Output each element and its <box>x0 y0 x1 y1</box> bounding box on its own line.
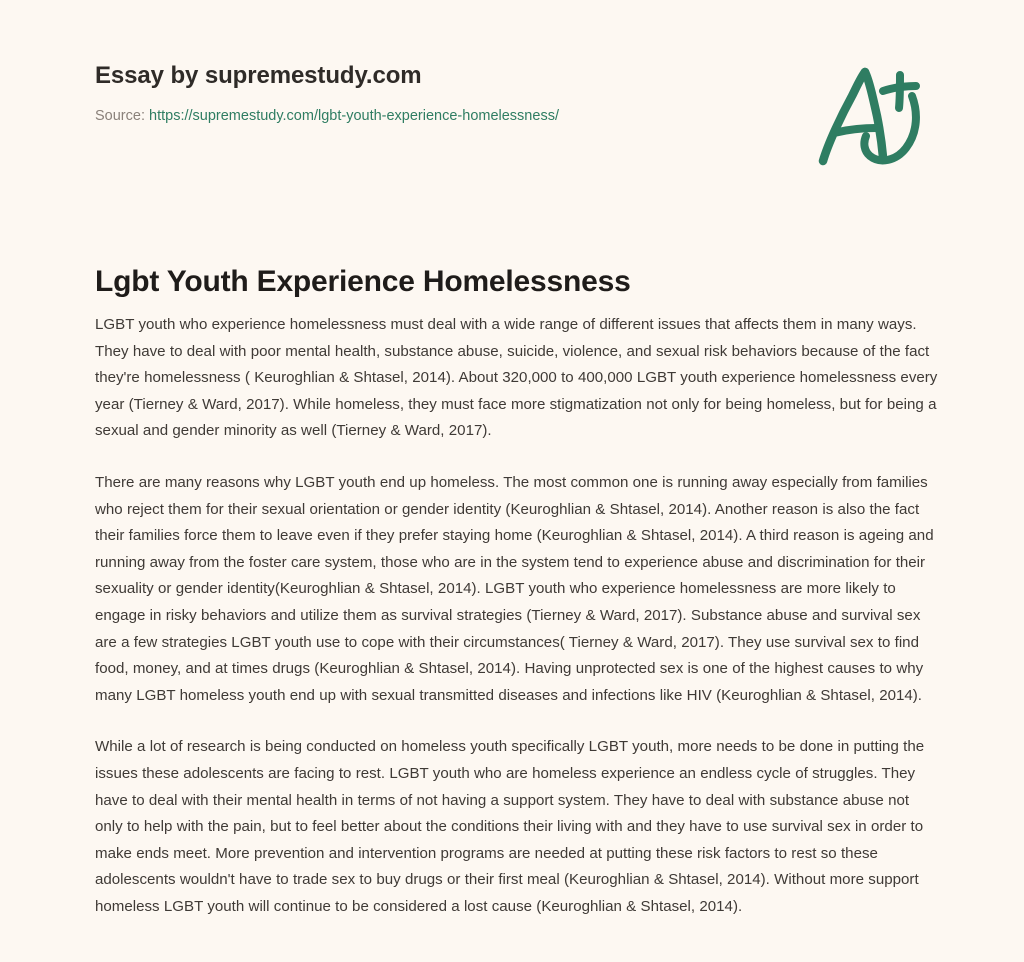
source-line <box>95 107 815 126</box>
article-body <box>95 312 941 920</box>
paragraph: There are many reasons why LGBT youth end up homeless. The most common one is running away especially from families who reject them for their sexual orientation or gender identity (Keuroghlian & Shtasel, 2014). Another reason is also the fact their families force them to leave even if they prefer staying home (Keuroghlian & Shtasel, 2014). A third reason is ageing and running away from the foster care system, those who are in the system tend to experience abuse and discrimination for their sexuality or gender identity(Keuroghlian & Shtasel, 2014). LGBT youth who experience homelessness are more likely to engage in risky behaviors and utilize them as survival strategies (Tierney & Ward, 2017). Substance abuse and survival sex are a few strategies LGBT youth use to cope with their circumstances( Tierney & Ward, 2017). They use survival sex to find food, money, and at times drugs (Keuroghlian & Shtasel, 2014). Having unprotected sex is one of the highest causes to why many LGBT homeless youth end up with sexual transmitted diseases and infections like HIV (Keuroghlian & Shtasel, 2014). <box>95 473 934 704</box>
source-label: Source: <box>95 107 145 124</box>
paragraph: LGBT youth who experience homelessness must deal with a wide range of different issues that affects them in many ways. They have to deal with poor mental health, substance abuse, suicide, violence, and sexual risk behaviors because of the fact they're homelessness ( Keuroghlian & Shtasel, 2014). About 320,000 to 400,000 LGBT youth experience homelessness every year (Tierney & Ward, 2017). While homeless, they must face more stigmatization not only for being homeless, but for being a sexual and gender minority as well (Tierney & Ward, 2017). <box>95 316 938 440</box>
page-header <box>95 62 815 126</box>
page-title: Lgbt Youth Experience Homelessness <box>95 265 631 299</box>
a-plus-logo-icon <box>808 58 944 170</box>
brand-title: Essay by supremestudy.com <box>95 62 422 89</box>
source-url-link[interactable]: https://supremestudy.com/lgbt-youth-experience-homelessness/ <box>149 107 559 124</box>
paragraph: While a lot of research is being conducted on homeless youth specifically LGBT youth, more needs to be done in putting the issues these adolescents are facing to rest. LGBT youth who are homeless experience an endless cycle of struggles. They have to deal with their mental health in terms of not having a support system. They have to deal with substance abuse not only to help with the pain, but to feel better about the conditions their living with and they have to use survival sex in order to make ends meet. More prevention and intervention programs are needed at putting these risk factors to rest so these adolescents wouldn't have to trade sex to buy drugs or their first meal (Keuroghlian & Shtasel, 2014). Without more support homeless LGBT youth will continue to be considered a lost cause (Keuroghlian & Shtasel, 2014). <box>95 738 925 915</box>
